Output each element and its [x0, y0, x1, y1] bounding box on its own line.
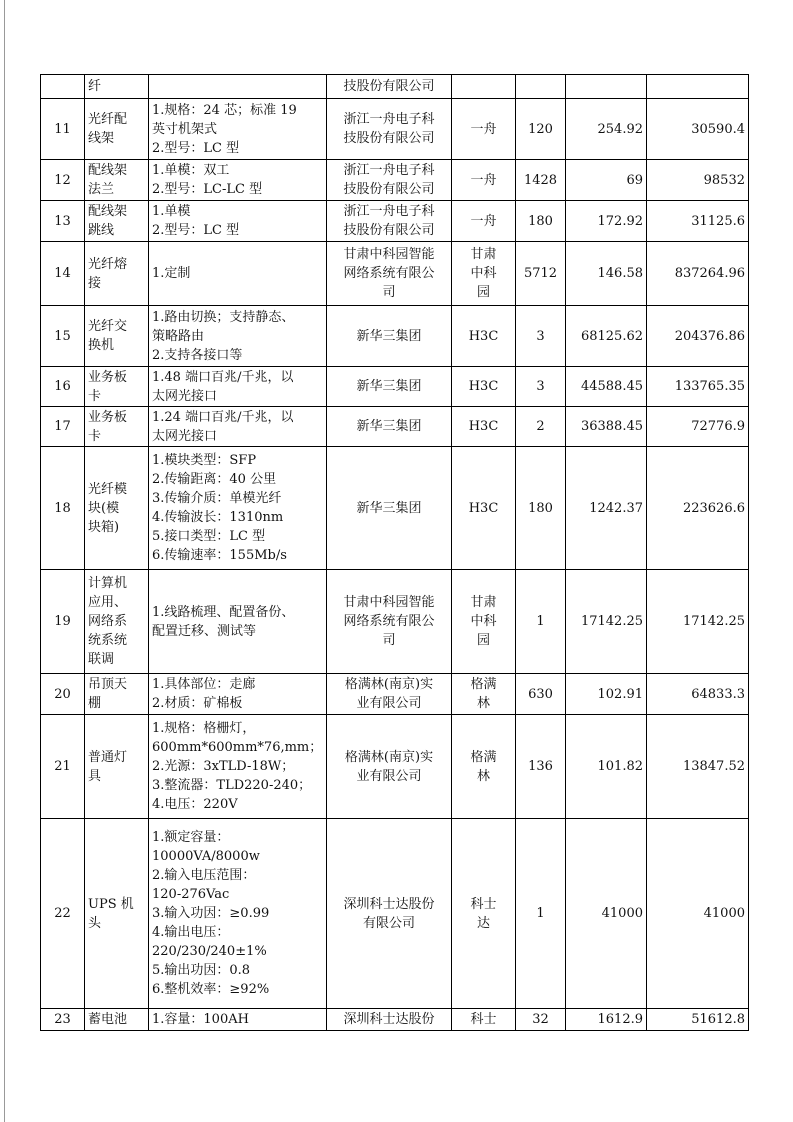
manufacturer-line: 新华三集团	[356, 419, 422, 434]
table-row	[41, 1009, 749, 1031]
brand-line: 园	[476, 633, 490, 648]
manufacturer-line: 浙江一舟电子科	[343, 112, 435, 127]
brand-cell	[452, 99, 516, 160]
total-price-cell: 30590.4	[647, 99, 749, 160]
item-name-cell	[85, 1009, 149, 1031]
item-name-line: 普通灯	[88, 749, 128, 765]
item-name-line: 吊顶天	[88, 677, 128, 692]
brand-line: H3C	[468, 500, 499, 516]
brand-line: 格满	[470, 677, 497, 692]
manufacturer-line: 网络系统有限公	[343, 614, 435, 629]
manufacturer-line: 技股份有限公司	[343, 131, 435, 146]
item-number-cell: 21	[41, 715, 85, 819]
table-row	[41, 674, 749, 715]
item-name-line: 跳线	[88, 223, 115, 238]
item-name-cell	[85, 99, 149, 160]
item-name-line: 网络系	[88, 614, 128, 629]
item-spec-line: 1.规格：24 芯；标准 19	[152, 102, 297, 118]
brand-line: 林	[476, 696, 490, 711]
manufacturer-line: 甘肃中科园智能	[343, 247, 435, 262]
item-name-line: UPS 机	[88, 896, 134, 912]
brand-line: 一舟	[470, 213, 497, 229]
manufacturer-cell	[327, 447, 452, 570]
table-row	[41, 367, 749, 407]
item-spec-cell	[149, 1009, 327, 1031]
table-row	[41, 201, 749, 242]
total-price-cell: 837264.96	[647, 242, 749, 306]
item-number-cell: 18	[41, 447, 85, 570]
manufacturer-line: 技股份有限公司	[343, 182, 435, 197]
item-name-line: 配线架	[88, 163, 128, 178]
item-spec-line: 1.48 端口百兆/千兆，以	[152, 369, 294, 385]
quantity-cell: 2	[516, 407, 566, 447]
item-name-cell	[85, 407, 149, 447]
item-name-line: 计算机	[88, 576, 128, 591]
item-spec-cell	[149, 75, 327, 99]
item-name-line: 联调	[88, 652, 115, 667]
item-spec-line: 1.容量：100AH	[152, 1012, 249, 1027]
manufacturer-cell	[327, 367, 452, 407]
item-spec-line: 2.传输距离：40 公里	[152, 472, 277, 487]
brand-cell	[452, 160, 516, 201]
manufacturer-line: 深圳科士达股份	[343, 896, 435, 912]
item-spec-cell	[149, 570, 327, 674]
item-spec-line: 1.定制	[152, 266, 191, 281]
item-number-cell	[41, 75, 85, 99]
item-spec-line: 1.模块类型：SFP	[152, 453, 257, 468]
brand-line: 中科	[470, 266, 497, 281]
brand-cell	[452, 570, 516, 674]
item-spec-line: 2.光源：3xTLD-18W；	[152, 759, 295, 774]
item-name-line: 线架	[88, 131, 115, 146]
item-spec-line: 1.额定容量：	[152, 830, 230, 845]
manufacturer-cell	[327, 819, 452, 1009]
item-number-cell: 13	[41, 201, 85, 242]
item-spec-line: 1.单模：双工	[152, 163, 230, 178]
item-number-cell: 20	[41, 674, 85, 715]
total-price-cell: 17142.25	[647, 570, 749, 674]
item-spec-line: 1.路由切换；支持静态、	[152, 309, 295, 325]
brand-line: 一舟	[470, 121, 497, 137]
item-spec-line: 2.材质：矿棉板	[152, 696, 243, 711]
unit-price-cell: 172.92	[566, 201, 647, 242]
quantity-cell: 1428	[516, 160, 566, 201]
item-name-line: 卡	[88, 428, 102, 444]
item-name-cell	[85, 367, 149, 407]
item-spec-cell	[149, 160, 327, 201]
item-spec-line: 2.型号：LC 型	[152, 223, 240, 238]
manufacturer-line: 业有限公司	[356, 768, 422, 784]
item-number-cell: 19	[41, 570, 85, 674]
item-spec-cell	[149, 367, 327, 407]
table-row	[41, 75, 749, 99]
item-spec-line: 1.规格：格栅灯，	[152, 721, 256, 736]
item-name-line: 换机	[88, 338, 115, 353]
manufacturer-cell	[327, 1009, 452, 1031]
unit-price-cell: 17142.25	[566, 570, 647, 674]
manufacturer-cell	[327, 160, 452, 201]
manufacturer-line: 有限公司	[362, 915, 415, 931]
item-name-cell	[85, 674, 149, 715]
quantity-cell: 180	[516, 447, 566, 570]
item-spec-line: 1.线路梳理、配置备份、	[152, 604, 295, 620]
brand-line: 甘肃	[470, 595, 497, 610]
brand-cell	[452, 201, 516, 242]
item-spec-line: 配置迁移、测试等	[152, 623, 257, 639]
unit-price-cell: 36388.45	[566, 407, 647, 447]
item-name-cell	[85, 160, 149, 201]
manufacturer-line: 新华三集团	[356, 500, 422, 516]
item-name-line: 棚	[88, 696, 102, 711]
item-spec-line: 4.输出电压：	[152, 925, 230, 940]
item-spec-line: 太网光接口	[152, 388, 218, 404]
manufacturer-cell	[327, 242, 452, 306]
item-spec-line: 2.型号：LC 型	[152, 140, 240, 156]
manufacturer-line: 业有限公司	[356, 696, 422, 711]
unit-price-cell: 44588.45	[566, 367, 647, 407]
quantity-cell: 630	[516, 674, 566, 715]
quantity-cell: 136	[516, 715, 566, 819]
unit-price-cell: 69	[566, 160, 647, 201]
quantity-cell: 5712	[516, 242, 566, 306]
brand-cell	[452, 242, 516, 306]
item-spec-line: 5.接口类型：LC 型	[152, 529, 266, 544]
item-name-line: 具	[88, 768, 102, 784]
manufacturer-cell	[327, 407, 452, 447]
item-spec-line: 1.单模	[152, 204, 191, 219]
unit-price-cell: 68125.62	[566, 306, 647, 367]
item-spec-line: 3.传输介质：单模光纤	[152, 491, 282, 506]
quantity-cell	[516, 75, 566, 99]
item-spec-cell	[149, 407, 327, 447]
item-name-cell	[85, 75, 149, 99]
brand-cell	[452, 407, 516, 447]
manufacturer-cell	[327, 674, 452, 715]
manufacturer-line: 技股份有限公司	[343, 79, 435, 94]
manufacturer-cell	[327, 306, 452, 367]
total-price-cell: 31125.6	[647, 201, 749, 242]
total-price-cell: 41000	[647, 819, 749, 1009]
table-body	[41, 75, 749, 1031]
unit-price-cell: 146.58	[566, 242, 647, 306]
total-price-cell: 223626.6	[647, 447, 749, 570]
manufacturer-line: 技股份有限公司	[343, 223, 435, 238]
total-price-cell: 133765.35	[647, 367, 749, 407]
item-spec-line: 3.整流器：TLD220-240；	[152, 778, 312, 793]
manufacturer-line: 网络系统有限公	[343, 266, 435, 281]
brand-cell	[452, 715, 516, 819]
item-number-cell: 22	[41, 819, 85, 1009]
item-number-cell: 17	[41, 407, 85, 447]
item-spec-cell	[149, 715, 327, 819]
brand-cell	[452, 819, 516, 1009]
table-row	[41, 160, 749, 201]
unit-price-cell: 254.92	[566, 99, 647, 160]
item-name-line: 业务板	[88, 369, 128, 385]
item-spec-cell	[149, 242, 327, 306]
manufacturer-line: 司	[382, 633, 396, 648]
item-name-line: 蓄电池	[88, 1012, 128, 1027]
brand-line: 达	[476, 915, 490, 931]
brand-cell	[452, 447, 516, 570]
total-price-cell: 204376.86	[647, 306, 749, 367]
manufacturer-line: 新华三集团	[356, 328, 422, 344]
item-spec-cell	[149, 201, 327, 242]
item-spec-line: 6.传输速率：155Mb/s	[152, 548, 287, 563]
total-price-cell: 13847.52	[647, 715, 749, 819]
table-row	[41, 99, 749, 160]
manufacturer-line: 浙江一舟电子科	[343, 204, 435, 219]
item-name-line: 统系统	[88, 633, 128, 648]
item-spec-line: 2.型号：LC-LC 型	[152, 182, 263, 197]
item-name-line: 光纤熔	[88, 256, 128, 272]
unit-price-cell: 1612.9	[566, 1009, 647, 1031]
item-name-line: 头	[88, 915, 102, 931]
brand-line: 一舟	[470, 172, 497, 188]
item-name-cell	[85, 715, 149, 819]
quantity-cell: 120	[516, 99, 566, 160]
manufacturer-line: 司	[382, 285, 396, 300]
item-spec-line: 2.支持各接口等	[152, 347, 243, 363]
item-spec-line: 太网光接口	[152, 428, 218, 444]
item-name-cell	[85, 242, 149, 306]
manufacturer-cell	[327, 99, 452, 160]
manufacturer-cell	[327, 715, 452, 819]
brand-line: 格满	[470, 749, 497, 765]
item-name-line: 接	[88, 275, 102, 291]
item-spec-line: 120-276Vac	[152, 887, 230, 902]
item-name-line: 业务板	[88, 409, 128, 425]
brand-line: 林	[476, 768, 490, 784]
item-name-cell	[85, 819, 149, 1009]
item-spec-cell	[149, 306, 327, 367]
table-row	[41, 819, 749, 1009]
manufacturer-line: 格满林(南京)实	[344, 749, 434, 765]
item-spec-line: 6.整机效率：≥92%	[152, 982, 270, 997]
page-edge	[4, 0, 5, 1122]
item-spec-cell	[149, 447, 327, 570]
quantity-cell: 180	[516, 201, 566, 242]
brand-line: 科士	[470, 896, 497, 912]
table-row	[41, 306, 749, 367]
total-price-cell: 64833.3	[647, 674, 749, 715]
table-row	[41, 242, 749, 306]
unit-price-cell: 101.82	[566, 715, 647, 819]
item-name-line: 纤	[88, 79, 102, 94]
item-spec-cell	[149, 99, 327, 160]
unit-price-cell: 102.91	[566, 674, 647, 715]
manufacturer-line: 深圳科士达股份	[343, 1012, 435, 1027]
brand-line: H3C	[468, 328, 499, 344]
brand-cell	[452, 75, 516, 99]
brand-line: H3C	[468, 379, 499, 394]
item-spec-line: 1.具体部位：走廊	[152, 677, 256, 692]
item-name-line: 块箱)	[88, 519, 120, 535]
manufacturer-line: 浙江一舟电子科	[343, 163, 435, 178]
item-spec-line: 5.输出功因：0.8	[152, 963, 251, 978]
item-name-line: 应用、	[88, 595, 128, 610]
brand-line: 甘肃	[470, 247, 497, 262]
item-spec-line: 4.传输波长：1310nm	[152, 510, 284, 525]
item-number-cell: 11	[41, 99, 85, 160]
brand-line: H3C	[468, 419, 499, 434]
total-price-cell: 72776.9	[647, 407, 749, 447]
item-name-line: 卡	[88, 388, 102, 404]
manufacturer-line: 甘肃中科园智能	[343, 595, 435, 610]
item-spec-line: 2.输入电压范围：	[152, 868, 256, 883]
manufacturer-cell	[327, 201, 452, 242]
item-name-cell	[85, 201, 149, 242]
item-spec-line: 策略路由	[152, 328, 205, 344]
quantity-cell: 32	[516, 1009, 566, 1031]
quantity-cell: 3	[516, 306, 566, 367]
equipment-price-table	[40, 74, 749, 1031]
item-spec-line: 220/230/240±1%	[152, 944, 267, 959]
item-spec-line: 4.电压：220V	[152, 797, 238, 812]
manufacturer-line: 新华三集团	[356, 379, 422, 394]
item-number-cell: 15	[41, 306, 85, 367]
brand-cell	[452, 367, 516, 407]
quantity-cell: 1	[516, 570, 566, 674]
unit-price-cell	[566, 75, 647, 99]
item-spec-cell	[149, 674, 327, 715]
brand-line: 中科	[470, 614, 497, 629]
quantity-cell: 1	[516, 819, 566, 1009]
total-price-cell	[647, 75, 749, 99]
item-name-line: 块(模	[88, 500, 120, 516]
manufacturer-cell	[327, 75, 452, 99]
item-number-cell: 14	[41, 242, 85, 306]
item-name-line: 配线架	[88, 204, 128, 219]
table-row	[41, 715, 749, 819]
item-name-cell	[85, 447, 149, 570]
unit-price-cell: 41000	[566, 819, 647, 1009]
item-spec-line: 10000VA/8000w	[152, 849, 260, 864]
item-name-line: 法兰	[88, 182, 115, 197]
brand-cell	[452, 1009, 516, 1031]
manufacturer-line: 格满林(南京)实	[344, 677, 434, 692]
item-number-cell: 16	[41, 367, 85, 407]
item-name-line: 光纤配	[88, 112, 128, 127]
item-spec-line: 英寸机架式	[152, 121, 218, 137]
item-spec-line: 600mm*600mm*76,mm；	[152, 740, 323, 755]
total-price-cell: 98532	[647, 160, 749, 201]
table-row	[41, 447, 749, 570]
item-number-cell: 23	[41, 1009, 85, 1031]
item-name-cell	[85, 306, 149, 367]
item-name-line: 光纤模	[88, 481, 128, 497]
quantity-cell: 3	[516, 367, 566, 407]
brand-line: 园	[476, 285, 490, 300]
unit-price-cell: 1242.37	[566, 447, 647, 570]
item-name-line: 光纤交	[88, 319, 128, 334]
table-row	[41, 407, 749, 447]
item-number-cell: 12	[41, 160, 85, 201]
manufacturer-cell	[327, 570, 452, 674]
item-spec-cell	[149, 819, 327, 1009]
total-price-cell: 51612.8	[647, 1009, 749, 1031]
table-row	[41, 570, 749, 674]
item-name-cell	[85, 570, 149, 674]
item-spec-line: 3.输入功因：≥0.99	[152, 906, 270, 921]
brand-cell	[452, 674, 516, 715]
brand-cell	[452, 306, 516, 367]
brand-line: 科士	[470, 1012, 497, 1027]
item-spec-line: 1.24 端口百兆/千兆，以	[152, 409, 294, 425]
